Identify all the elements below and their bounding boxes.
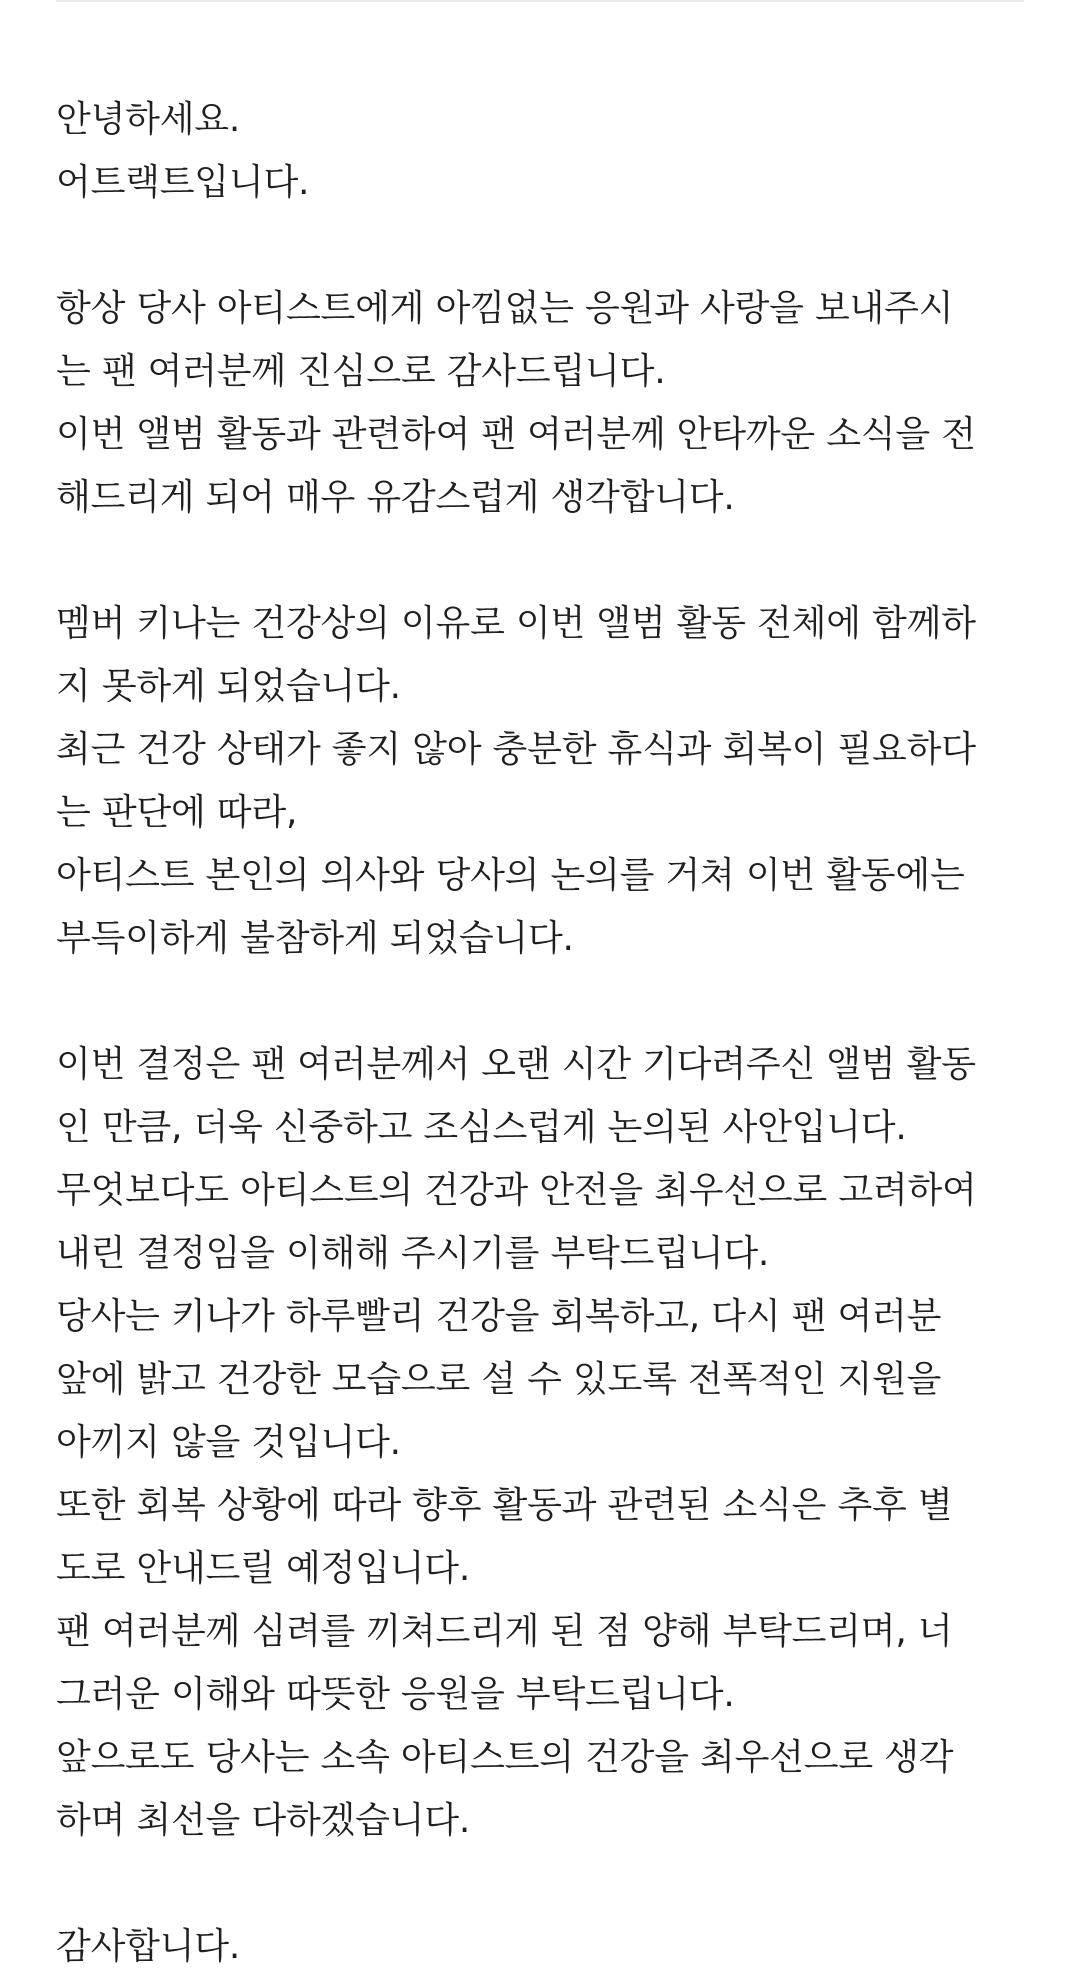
notice-line: 최근 건강 상태가 좋지 않아 충분한 휴식과 회복이 필요하다 <box>56 729 976 770</box>
notice-line: 또한 회복 상황에 따라 향후 활동과 관련된 소식은 추후 별 <box>56 1485 953 1526</box>
notice-line: 그러운 이해와 따뜻한 응원을 부탁드립니다. <box>56 1674 735 1715</box>
notice-line: 아끼지 않을 것입니다. <box>56 1422 401 1463</box>
notice-line: 멤버 키나는 건강상의 이유로 이번 앨범 활동 전체에 함께하 <box>56 603 976 644</box>
top-divider <box>56 0 1024 2</box>
notice-line: 는 팬 여러분께 진심으로 감사드립니다. <box>56 351 666 392</box>
notice-line: 는 판단에 따라, <box>56 792 298 833</box>
notice-line: 지 못하게 되었습니다. <box>56 666 401 707</box>
notice-line: 내린 결정임을 이해해 주시기를 부탁드립니다. <box>56 1233 770 1274</box>
notice-line: 어트랙트입니다. <box>56 162 310 203</box>
notice-line: 인 만큼, 더욱 신중하고 조심스럽게 논의된 사안입니다. <box>56 1107 907 1148</box>
notice-line: 부득이하게 불참하게 되었습니다. <box>56 918 574 959</box>
notice-line: 항상 당사 아티스트에게 아낌없는 응원과 사랑을 보내주시 <box>56 288 954 329</box>
notice-line: 안녕하세요. <box>56 99 241 140</box>
notice-line: 앞으로도 당사는 소속 아티스트의 건강을 최우선으로 생각 <box>56 1737 954 1778</box>
notice-line: 무엇보다도 아티스트의 건강과 안전을 최우선으로 고려하여 <box>56 1170 977 1211</box>
notice-line: 하며 최선을 다하겠습니다. <box>56 1800 471 1841</box>
notice-line: 도로 안내드릴 예정입니다. <box>56 1548 471 1589</box>
paragraph-gap <box>56 529 1036 592</box>
notice-body <box>56 88 1036 1978</box>
notice-line: 당사는 키나가 하루빨리 건강을 회복하고, 다시 팬 여러분 <box>56 1296 942 1337</box>
paragraph-gap <box>56 1852 1036 1915</box>
notice-line: 아티스트 본인의 의사와 당사의 논의를 거쳐 이번 활동에는 <box>56 855 965 896</box>
notice-line: 감사합니다. <box>56 1926 241 1967</box>
notice-line: 해드리게 되어 매우 유감스럽게 생각합니다. <box>56 477 735 518</box>
paragraph-gap <box>56 214 1036 277</box>
notice-line: 팬 여러분께 심려를 끼쳐드리게 된 점 양해 부탁드리며, 너 <box>56 1611 953 1652</box>
notice-line: 앞에 밝고 건강한 모습으로 설 수 있도록 전폭적인 지원을 <box>56 1359 942 1400</box>
notice-line: 이번 앨범 활동과 관련하여 팬 여러분께 안타까운 소식을 전 <box>56 414 976 455</box>
notice-line: 이번 결정은 팬 여러분께서 오랜 시간 기다려주신 앨범 활동 <box>56 1044 976 1085</box>
paragraph-gap <box>56 970 1036 1033</box>
